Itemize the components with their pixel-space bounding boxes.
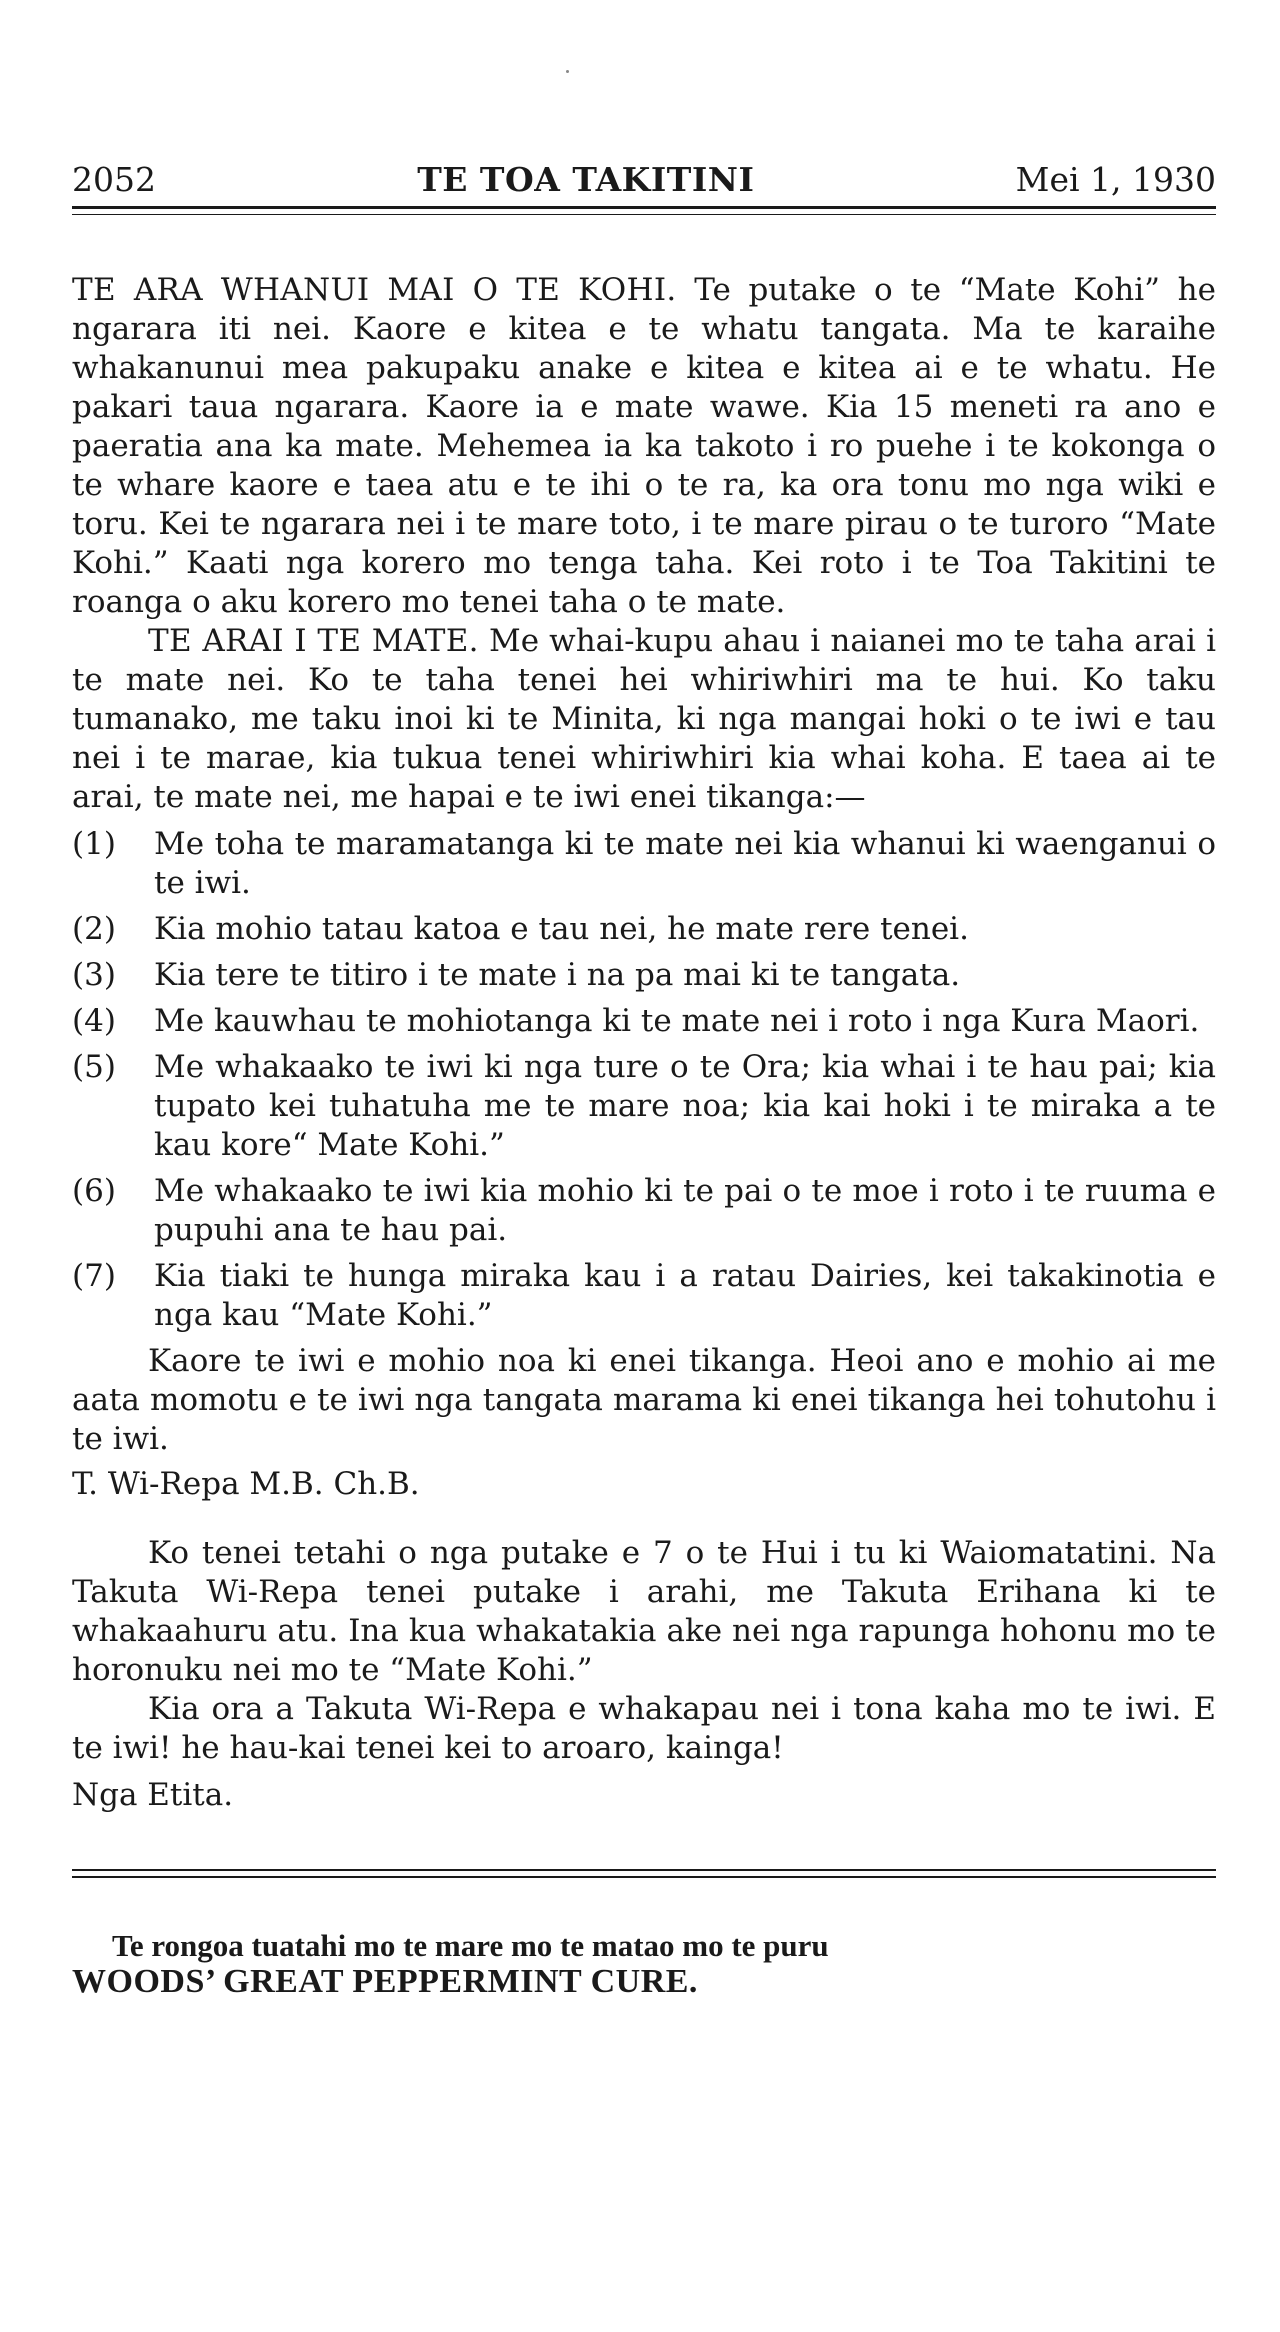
publication-title: TE TOA TAKITINI xyxy=(417,160,755,199)
section-heading: TE ARAI I TE MATE. xyxy=(148,623,479,659)
closing-paragraph: Kaore te iwi e mohio noa ki enei tikanga. Heoi ano e mohio ai me aata momotu e te iwi nga tangata marama ki enei tikanga hei tohutohu i te iwi. xyxy=(72,1343,1216,1457)
list-number: (1) xyxy=(72,826,116,862)
list-number: (2) xyxy=(72,911,116,947)
editor-note-paragraph: Kia ora a Takuta Wi-Repa e whakapau nei i tona kaha mo te iwi. E te iwi! he hau-kai tenei kei to aroaro, kainga! xyxy=(72,1691,1216,1766)
spacer xyxy=(72,1504,1216,1534)
list-text: Me toha te maramatanga ki te mate nei kia whanui ki waenganui o te iwi. xyxy=(154,826,1216,901)
author-signature: T. Wi-Repa M.B. Ch.B. xyxy=(72,1466,420,1502)
page xyxy=(72,160,1216,2000)
list-text: Me kauwhau te mohiotanga ki te mate nei i roto i nga Kura Maori. xyxy=(154,1003,1200,1039)
paragraph-text: Te putake o te “Mate Kohi” he ngarara iti nei. Kaore e kitea e te whatu tangata. Ma te karaihe whakanunui mea pakupaku anake e kitea e kitea ai e te whatu. He pakari taua ngarara. Kaore ia e mate wawe. Kia 15 meneti ra ano e paeratia ana ka mate. Mehemea ia ka takoto i ro puehe i te kokonga o te whare kaore e taea atu e te ihi o te ra, ka ora tonu mo nga wiki e toru. Kei te ngarara nei i te mare toto, i te mare pirau o te turoro “Mate Kohi.” Kaati nga korero mo tenga taha. Kei roto i te Toa Takitini te roanga o aku korero mo tenei taha o te mate. xyxy=(72,272,1216,620)
paragraph-prevention xyxy=(72,622,1216,817)
list-number: (4) xyxy=(72,1003,116,1039)
footer-rule xyxy=(72,1869,1216,1878)
list-item xyxy=(72,825,1216,903)
list-item xyxy=(72,1172,1216,1250)
list-number: (7) xyxy=(72,1258,116,1294)
list-text: Kia mohio tatau katoa e tau nei, he mate rere tenei. xyxy=(154,911,969,947)
measures-list xyxy=(72,825,1216,1335)
list-item xyxy=(72,910,1216,949)
issue-date: Mei 1, 1930 xyxy=(1015,160,1216,199)
list-number: (5) xyxy=(72,1049,116,1085)
advert-line: Te rongoa tuatahi mo te mare mo te matao mo te puru xyxy=(112,1928,829,1963)
list-text: Kia tere te titiro i te mate i na pa mai ki te tangata. xyxy=(154,957,961,993)
section-heading: TE ARA WHANUI MAI O TE KOHI. xyxy=(72,272,677,308)
page-header xyxy=(72,160,1216,200)
article-body xyxy=(72,271,1216,1815)
editor-note-paragraph: Ko tenei tetahi o nga putake e 7 o te Hui i tu ki Waiomatatini. Na Takuta Wi-Repa tenei putake i arahi, me Takuta Erihana ki te whakaahuru atu. Ina kua whakatakia ake nei nga rapunga hohonu mo te horonuku nei mo te “Mate Kohi.” xyxy=(72,1535,1216,1688)
list-text: Me whakaako te iwi kia mohio ki te pai o te moe i roto i te ruuma e pupuhi ana te hau pai. xyxy=(154,1173,1216,1248)
page-number: 2052 xyxy=(72,160,156,199)
list-item xyxy=(72,1002,1216,1041)
editor-signature: Nga Etita. xyxy=(72,1777,234,1813)
advert-product: WOODS’ GREAT PEPPERMINT CURE. xyxy=(72,1963,698,2000)
paragraph-spread-of-disease xyxy=(72,271,1216,622)
advertisement xyxy=(72,1928,1216,2000)
print-speck xyxy=(566,70,569,73)
list-number: (6) xyxy=(72,1173,116,1209)
list-item xyxy=(72,1048,1216,1165)
list-number: (3) xyxy=(72,957,116,993)
list-text: Me whakaako te iwi ki nga ture o te Ora; kia whai i te hau pai; kia tupato kei tuhatuha me te mare noa; kia kai hoki i te miraka a te kau kore“ Mate Kohi.” xyxy=(154,1049,1216,1163)
list-text: Kia tiaki te hunga miraka kau i a ratau Dairies, kei takakinotia e nga kau “Mate Kohi.” xyxy=(154,1258,1216,1333)
list-item xyxy=(72,1257,1216,1335)
paragraph-text: Me whai-kupu ahau i naianei mo te taha arai i te mate nei. Ko te taha tenei hei whiriwhiri ma te hui. Ko taku tumanako, me taku inoi ki te Minita, ki nga mangai hoki o te iwi e tau nei i te marae, kia tukua tenei whiriwhiri kia whai koha. E taea ai te arai, te mate nei, me hapai e te iwi enei tikanga:— xyxy=(72,623,1216,815)
list-item xyxy=(72,956,1216,995)
header-rule xyxy=(72,206,1216,215)
